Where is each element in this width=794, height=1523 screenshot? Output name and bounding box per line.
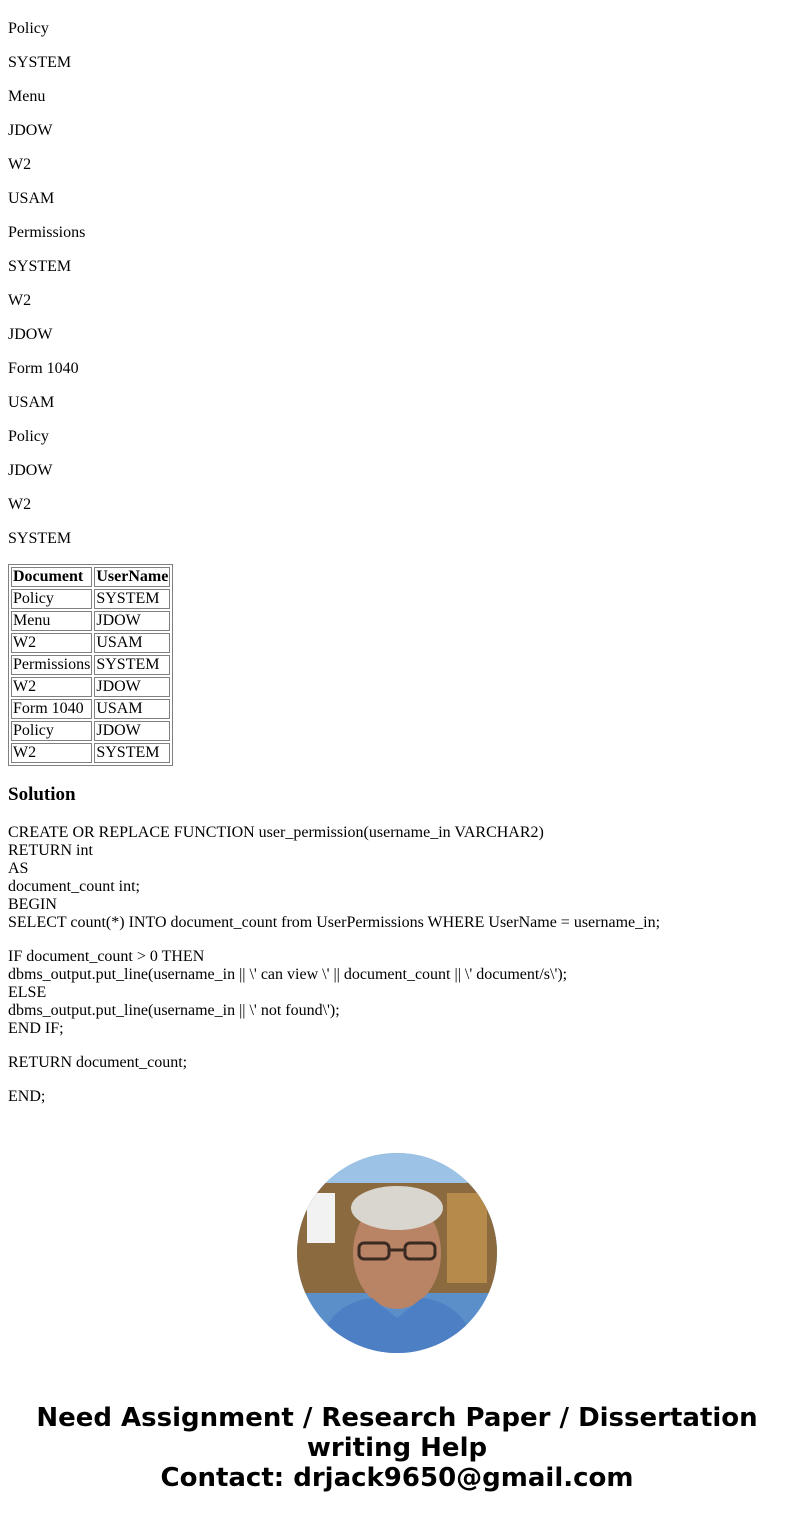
table-row [11,699,170,719]
permissions-table [8,564,173,766]
table-header-row [11,567,170,587]
code-block [8,1088,660,1106]
code-line: CREATE OR REPLACE FUNCTION user_permission(username_in VARCHAR2) [8,824,544,841]
cell-document: Policy [11,721,92,741]
table-row [11,677,170,697]
code-line: BEGIN [8,896,57,913]
value-paragraph: Permissions [8,224,86,241]
code-line: IF document_count > 0 THEN [8,948,205,965]
cell-username: SYSTEM [94,655,170,675]
code-line: END; [8,1088,46,1105]
cell-username: SYSTEM [94,743,170,763]
value-paragraph: USAM [8,394,55,411]
contact-line-3: Contact: drjack9650@gmail.com [160,1463,634,1493]
code-line: RETURN int [8,842,93,859]
cell-document: Policy [11,589,92,609]
cell-document: W2 [11,677,92,697]
contact-line-2: writing Help [306,1433,488,1463]
cell-username: SYSTEM [94,589,170,609]
code-line: END IF; [8,1020,64,1037]
value-paragraph: Policy [8,428,49,445]
value-paragraph: JDOW [8,462,53,479]
header-document: Document [11,567,92,587]
code-line: dbms_output.put_line(username_in || \' can view \' || document_count || \' document/s\'); [8,966,568,983]
cell-username: JDOW [94,677,170,697]
cell-username: USAM [94,633,170,653]
cell-username: JDOW [94,611,170,631]
table-row [11,743,170,763]
code-line: RETURN document_count; [8,1054,188,1071]
cell-document: W2 [11,743,92,763]
code-line: SELECT count(*) INTO document_count from UserPermissions WHERE UserName = username_in; [8,914,661,931]
code-block [8,1054,660,1072]
value-paragraph: Form 1040 [8,360,79,377]
author-photo [297,1153,497,1353]
value-paragraph: SYSTEM [8,530,72,547]
value-paragraph: JDOW [8,326,53,343]
value-paragraph: JDOW [8,122,53,139]
sql-code [8,824,660,1122]
header-username: UserName [96,568,169,585]
table-row [11,611,170,631]
cell-username: JDOW [94,721,170,741]
solution-heading: Solution [8,784,76,805]
value-paragraph: Policy [8,20,49,37]
value-paragraph: USAM [8,190,55,207]
table-row [11,589,170,609]
value-paragraph: W2 [8,156,32,173]
cell-document: Menu [11,611,92,631]
code-block [8,948,660,1038]
cell-document: Permissions [13,656,91,673]
table-row [11,655,170,675]
code-line: dbms_output.put_line(username_in || \' not found\'); [8,1002,340,1019]
table-row [11,721,170,741]
table-row [11,633,170,653]
value-paragraph: W2 [8,496,32,513]
contact-banner [0,1403,794,1493]
contact-line-1: Need Assignment / Research Paper / Dissertation [36,1403,758,1433]
code-line: AS [8,860,29,877]
value-paragraph: SYSTEM [8,258,72,275]
cell-document: W2 [11,633,92,653]
value-paragraph: SYSTEM [8,54,72,71]
cell-document: Form 1040 [11,699,92,719]
value-paragraph: Menu [8,88,46,105]
value-paragraph: W2 [8,292,32,309]
cell-username: USAM [94,699,170,719]
code-block [8,824,660,932]
code-line: ELSE [8,984,47,1001]
value-list [8,0,86,547]
code-line: document_count int; [8,878,140,895]
